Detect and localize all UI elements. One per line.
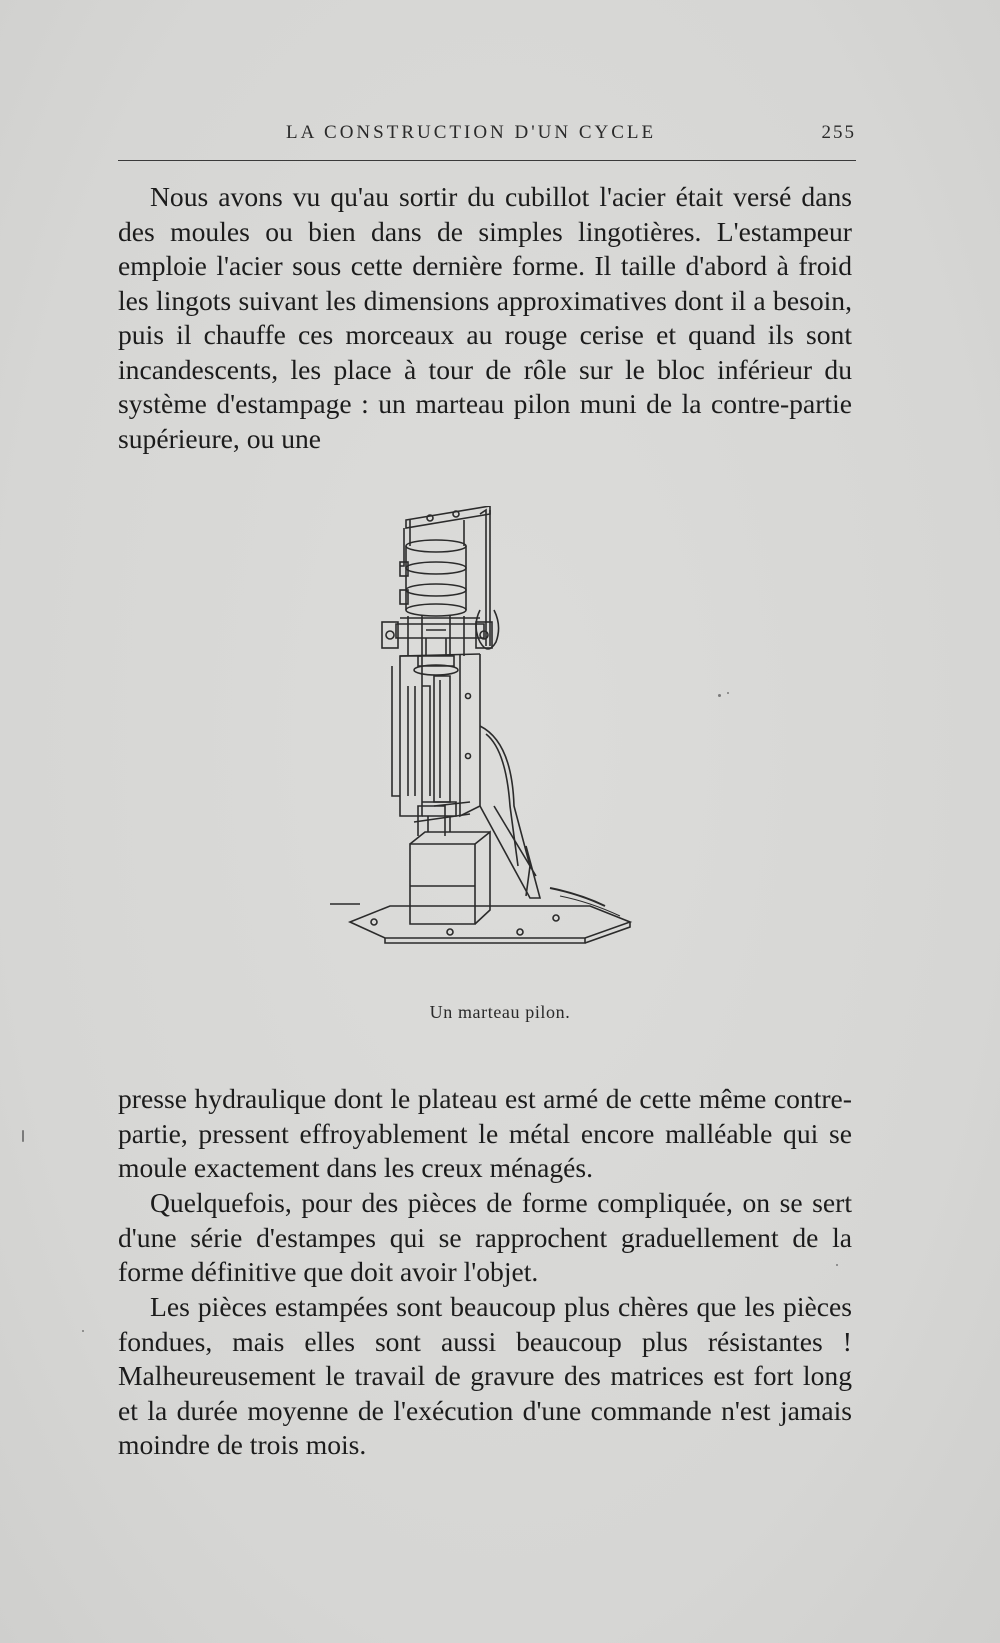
page-number: 255 xyxy=(821,122,856,143)
paper-speck xyxy=(22,1130,24,1142)
paper-speck xyxy=(836,1264,838,1266)
paper-speck xyxy=(718,694,721,697)
steam-hammer-illustration xyxy=(330,506,650,966)
paper-speck xyxy=(82,1330,84,1332)
paragraph-4: Les pièces estampées sont beaucoup plus chères que les pièces fondues, mais elles sont aussi beaucoup plus résistantes ! Malheureusement le travail de gravure des matrices est fort long et la durée moyenne de l'exécution d'une commande n'est jamais moindre de trois mois. xyxy=(118,1291,852,1460)
running-title: LA CONSTRUCTION D'UN CYCLE xyxy=(286,122,657,143)
paragraph-1: Nous avons vu qu'au sortir du cubillot l'acier était versé dans des moules ou bien dans de simples lingotières. L'estampeur emploie l'acier sous cette dernière forme. Il taille d'abord à froid les lingots suivant les dimensions approximatives dont il a besoin, puis il chauffe ces morceaux au rouge cerise et quand ils sont incandescents, les place à tour de rôle sur le bloc inférieur du système d'estampage : un marteau pilon muni de la contre-partie supérieure, ou une xyxy=(118,181,852,454)
header-rule xyxy=(118,160,856,161)
paragraph-2: presse hydraulique dont le plateau est armé de cette même contre-partie, pressent effroyablement le métal encore malléable qui se moule exactement dans les creux ménagés. xyxy=(118,1083,852,1183)
paper-speck xyxy=(727,692,729,694)
paragraph-3: Quelquefois, pour des pièces de forme compliquée, on se sert d'une série d'estampes qui se rapprochent graduellement de la forme définitive que doit avoir l'objet. xyxy=(118,1187,852,1287)
figure-caption: Un marteau pilon. xyxy=(429,1002,571,1022)
running-head xyxy=(118,118,856,148)
